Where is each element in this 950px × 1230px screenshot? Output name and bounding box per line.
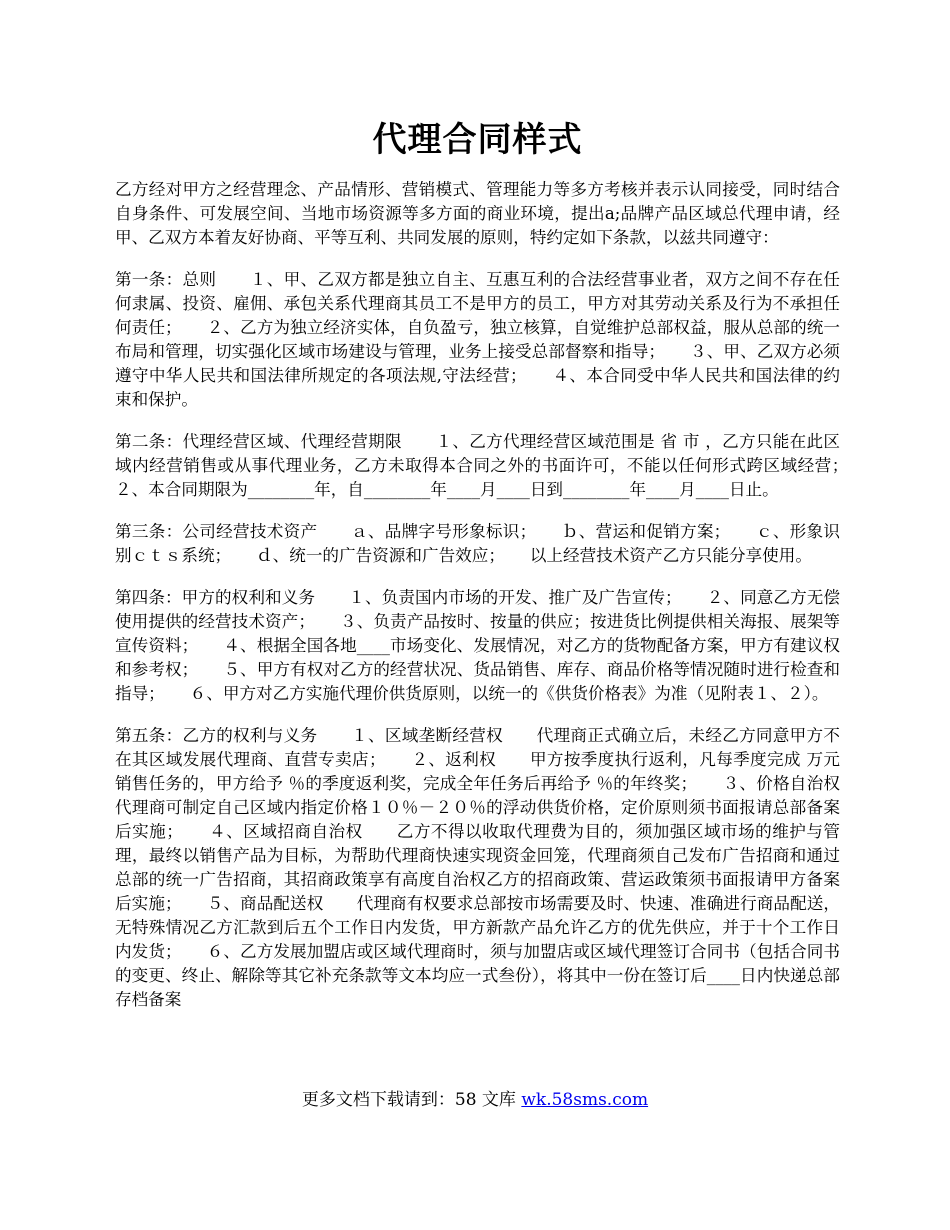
document-title: 代理合同样式 [372, 120, 583, 160]
article-2-paragraph: 第二条：代理经营区域、代理经营期限 １、乙方代理经营区域范围是 省 市 ，乙方只能在此区域内经营销售或从事代理业务，乙方未取得本合同之外的书面许可，不能以任何形式跨区域经营； ２、本合同期限为________年，自________年____月____日到________年____月____日止。 [115, 432, 874, 499]
footer-text: 更多文档下载请到：58 文库 [301, 1090, 522, 1110]
article-5-paragraph: 第五条：乙方的权利与义务 １、区域垄断经营权 代理商正式确立后，未经乙方同意甲方不在其区域发展代理商、直营专卖店； ２、返利权 甲方按季度执行返利，凡每季度完成 万元销售任务的，甲方给予 ％的季度返利奖，完成全年任务后再给予 ％的年终奖； ３、价格自治权 代理商可制定自己区域内指定价格１０％－２０％的浮动供货价格，定价原则须书面报请总部备案后实施； ４、区域招商自治权 乙方不得以收取代理费为目的，须加强区域市场的维护与管理，最终以销售产品为目标，为帮助代理商快速实现资金回笼，代理商须自己发布广告招商和通过总部的统一广告招商，其招商政策享有高度自治权乙方的招商政策、营运政策须书面报请甲方备案后实施； ５、商品配送权 代理商有权要求总部按市场需要及时、快速、准确进行商品配送，无特殊情况乙方汇款到后五个工作日内发货，甲方新款产品允许乙方的优先供应，并于十个工作日内发货； ６、乙方发展加盟店或区域代理商时，须与加盟店或区域代理签订合同书（包括合同书的变更、终止、解除等其它补充条款等文本均应一式叁份），将其中一份在签订后____日内快递总部存档备案 [115, 726, 874, 1009]
intro-paragraph: 乙方经对甲方之经营理念、产品情形、营销模式、管理能力等多方考核并表示认同接受，同时结合自身条件、可发展空间、当地市场资源等多方面的商业环境，提出a;品牌产品区域总代理申请，经甲、乙双方本着友好协商、平等互利、共同发展的原则，特约定如下条款，以兹共同遵守： [115, 180, 840, 247]
article-4-paragraph: 第四条：甲方的权利和义务 １、负责国内市场的开发、推广及广告宣传； ２、同意乙方无偿使用提供的经营技术资产； ３、负责产品按时、按量的供应；按进货比例提供相关海报、展架等宣传资料； ４、根据全国各地____市场变化、发展情况，对乙方的货物配备方案，甲方有建议权和参考权； ５、甲方有权对乙方的经营状况、货品销售、库存、商品价格等情况随时进行检查和指导； ６、甲方对乙方实施代理价供货原则，以统一的《供货价格表》为准（见附表１、２）。 [115, 588, 840, 703]
footer [0, 1085, 950, 1110]
footer-link[interactable]: wk.58sms.com [521, 1090, 649, 1110]
document-body [115, 178, 874, 1030]
article-3-paragraph: 第三条：公司经营技术资产 ａ、品牌字号形象标识； ｂ、营运和促销方案； ｃ、形象识别ｃｔｓ系统； ｄ、统一的广告资源和广告效应； 以上经营技术资产乙方只能分享使用。 [115, 522, 840, 565]
article-1-paragraph: 第一条：总则 １、甲、乙双方都是独立自主、互惠互利的合法经营事业者，双方之间不存在任何隶属、投资、雇佣、承包关系代理商其员工不是甲方的员工，甲方对其劳动关系及行为不承担任何责任； ２、乙方为独立经济实体，自负盈亏，独立核算，自觉维护总部权益，服从总部的统一布局和管理，切实强化区域市场建设与管理，业务上接受总部督察和指导； ３、甲、乙双方必须遵守中华人民共和国法律所规定的各项法规,守法经营； ４、本合同受中华人民共和国法律的约束和保护。 [115, 270, 840, 409]
